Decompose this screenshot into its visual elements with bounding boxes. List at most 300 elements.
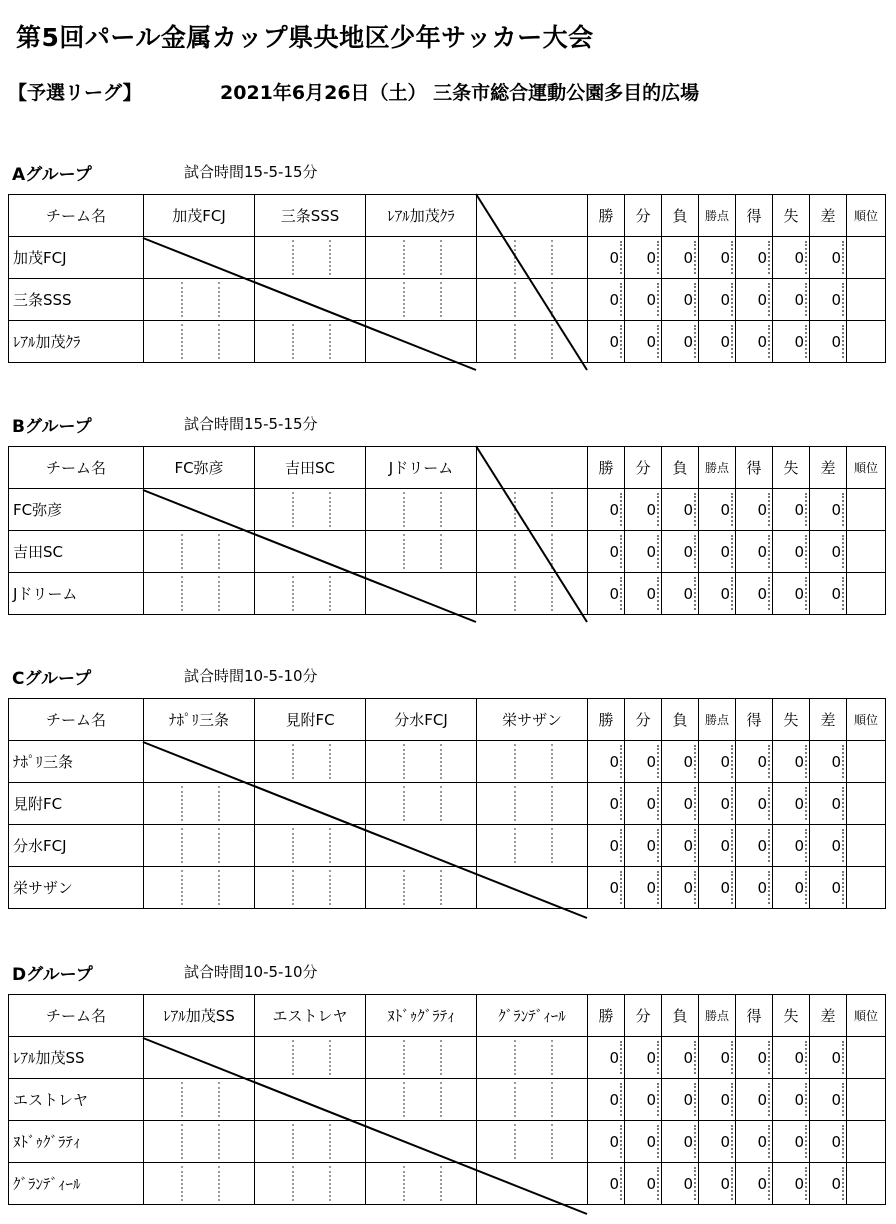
- score-divider: [292, 492, 294, 527]
- score-divider: [329, 576, 331, 611]
- stat-value: 0: [810, 1163, 847, 1205]
- score-divider: [551, 282, 553, 317]
- team-name-cell: ﾅﾎﾟﾘ三条: [9, 741, 144, 783]
- stat-value: 0: [588, 237, 625, 279]
- group-header: [8, 960, 884, 994]
- stat-header-draw: 分: [625, 995, 662, 1037]
- opponent-header: 見附FC: [255, 699, 366, 741]
- stat-value: 0: [625, 867, 662, 909]
- score-cell: [144, 741, 255, 783]
- score-divider: [551, 240, 553, 275]
- score-divider: [440, 1082, 442, 1117]
- rank-cell: [847, 1079, 886, 1121]
- score-cell: [477, 321, 588, 363]
- stat-header-diff: 差: [810, 447, 847, 489]
- stat-value: 0: [699, 321, 736, 363]
- stat-value: 0: [736, 1037, 773, 1079]
- league-table: [8, 994, 886, 1205]
- score-cell: [366, 1163, 477, 1205]
- score-divider: [514, 492, 516, 527]
- match-time: 試合時間10-5-10分: [184, 667, 318, 685]
- stat-header-goals_for: 得: [736, 699, 773, 741]
- stat-header-draw: 分: [625, 195, 662, 237]
- table-row: [9, 531, 886, 573]
- team-name-cell: FC弥彦: [9, 489, 144, 531]
- table-row: [9, 489, 886, 531]
- score-divider: [403, 492, 405, 527]
- score-divider: [440, 1040, 442, 1075]
- stat-value: 0: [625, 573, 662, 615]
- league-table: [8, 446, 886, 615]
- score-cell: [477, 867, 588, 909]
- opponent-header: Jドリーム: [366, 447, 477, 489]
- stat-value: 0: [662, 1121, 699, 1163]
- stat-header-rank: 順位: [847, 699, 886, 741]
- table-header-row: [9, 447, 886, 489]
- score-cell: [366, 1037, 477, 1079]
- stat-header-win: 勝: [588, 195, 625, 237]
- stat-value: 0: [810, 531, 847, 573]
- stat-header-win: 勝: [588, 995, 625, 1037]
- stat-value: 0: [588, 1121, 625, 1163]
- score-cell: [366, 237, 477, 279]
- score-cell: [255, 237, 366, 279]
- stat-header-diff: 差: [810, 195, 847, 237]
- stat-value: 0: [736, 1079, 773, 1121]
- group-name: Bグループ: [12, 417, 92, 437]
- team-name-cell: 加茂FCJ: [9, 237, 144, 279]
- score-cell: [477, 531, 588, 573]
- score-cell: [477, 573, 588, 615]
- score-divider: [440, 492, 442, 527]
- score-cell: [144, 1121, 255, 1163]
- group-section: [8, 960, 884, 1205]
- opponent-header: エストレヤ: [255, 995, 366, 1037]
- team-name-cell: ﾚｱﾙ加茂SS: [9, 1037, 144, 1079]
- score-divider: [514, 240, 516, 275]
- stat-value: 0: [699, 741, 736, 783]
- stat-value: 0: [588, 783, 625, 825]
- date-venue: 2021年6月26日（土） 三条市総合運動公園多目的広場: [220, 82, 700, 104]
- stat-header-goals_for: 得: [736, 195, 773, 237]
- stat-value: 0: [588, 867, 625, 909]
- opponent-header: ﾚｱﾙ加茂SS: [144, 995, 255, 1037]
- stat-value: 0: [588, 1079, 625, 1121]
- match-time: 試合時間15-5-15分: [184, 163, 318, 181]
- score-divider: [514, 282, 516, 317]
- table-header-row: [9, 699, 886, 741]
- stat-value: 0: [736, 1121, 773, 1163]
- score-divider: [218, 1124, 220, 1159]
- stat-header-points: 勝点: [699, 447, 736, 489]
- stat-header-draw: 分: [625, 447, 662, 489]
- stat-value: 0: [810, 1079, 847, 1121]
- score-divider: [218, 282, 220, 317]
- stat-value: 0: [699, 1037, 736, 1079]
- score-divider: [403, 240, 405, 275]
- table-row: [9, 573, 886, 615]
- stat-header-diff: 差: [810, 995, 847, 1037]
- stat-value: 0: [810, 489, 847, 531]
- stat-value: 0: [773, 1121, 810, 1163]
- score-divider: [181, 828, 183, 863]
- team-name-header: チーム名: [9, 995, 144, 1037]
- score-divider: [514, 534, 516, 569]
- score-divider: [514, 828, 516, 863]
- table-row: [9, 1079, 886, 1121]
- stat-value: 0: [810, 573, 847, 615]
- rank-cell: [847, 489, 886, 531]
- stat-value: 0: [810, 279, 847, 321]
- stat-value: 0: [773, 531, 810, 573]
- league-table: [8, 194, 886, 363]
- score-cell: [255, 279, 366, 321]
- score-divider: [292, 576, 294, 611]
- stat-value: 0: [588, 1037, 625, 1079]
- score-divider: [551, 828, 553, 863]
- score-divider: [551, 1040, 553, 1075]
- team-name-header: チーム名: [9, 699, 144, 741]
- score-divider: [403, 786, 405, 821]
- stat-header-loss: 負: [662, 995, 699, 1037]
- team-name-header: チーム名: [9, 195, 144, 237]
- score-cell: [366, 1079, 477, 1121]
- opponent-header: ﾅﾎﾟﾘ三条: [144, 699, 255, 741]
- team-name-cell: 見附FC: [9, 783, 144, 825]
- opponent-header: ｸﾞﾗﾝﾃﾞｨｰﾙ: [477, 995, 588, 1037]
- stat-value: 0: [773, 867, 810, 909]
- stat-value: 0: [736, 531, 773, 573]
- score-divider: [403, 1082, 405, 1117]
- score-divider: [181, 534, 183, 569]
- stat-header-loss: 負: [662, 195, 699, 237]
- opponent-header: 加茂FCJ: [144, 195, 255, 237]
- stat-header-loss: 負: [662, 447, 699, 489]
- rank-cell: [847, 1163, 886, 1205]
- score-divider: [329, 1166, 331, 1201]
- score-cell: [255, 825, 366, 867]
- stat-value: 0: [588, 279, 625, 321]
- rank-cell: [847, 531, 886, 573]
- score-divider: [514, 1040, 516, 1075]
- stat-value: 0: [773, 279, 810, 321]
- score-divider: [181, 870, 183, 905]
- table-row: [9, 1121, 886, 1163]
- score-divider: [292, 1166, 294, 1201]
- stat-header-loss: 負: [662, 699, 699, 741]
- stat-value: 0: [773, 489, 810, 531]
- score-cell: [366, 279, 477, 321]
- score-divider: [329, 1124, 331, 1159]
- score-divider: [551, 786, 553, 821]
- stat-header-goals_against: 失: [773, 447, 810, 489]
- stat-header-goals_for: 得: [736, 995, 773, 1037]
- score-divider: [292, 1124, 294, 1159]
- score-cell: [144, 321, 255, 363]
- league-table: [8, 698, 886, 909]
- stat-value: 0: [699, 783, 736, 825]
- score-divider: [292, 324, 294, 359]
- score-divider: [440, 534, 442, 569]
- stat-value: 0: [662, 741, 699, 783]
- stat-value: 0: [736, 489, 773, 531]
- stat-value: 0: [588, 573, 625, 615]
- group-header: [8, 664, 884, 698]
- stat-value: 0: [736, 279, 773, 321]
- stat-value: 0: [773, 1163, 810, 1205]
- stat-value: 0: [662, 321, 699, 363]
- section-heading: 【予選リーグ】: [8, 82, 142, 104]
- score-divider: [181, 576, 183, 611]
- score-divider: [218, 786, 220, 821]
- stat-value: 0: [662, 1079, 699, 1121]
- stat-value: 0: [810, 1121, 847, 1163]
- score-divider: [440, 240, 442, 275]
- score-divider: [514, 324, 516, 359]
- score-cell: [144, 1163, 255, 1205]
- table-row: [9, 783, 886, 825]
- score-divider: [181, 282, 183, 317]
- opponent-header: ﾇﾄﾞｩｸﾞﾗﾃｨ: [366, 995, 477, 1037]
- stat-value: 0: [625, 321, 662, 363]
- score-divider: [181, 324, 183, 359]
- group-header: [8, 160, 884, 194]
- score-divider: [403, 534, 405, 569]
- stat-value: 0: [662, 531, 699, 573]
- score-cell: [255, 867, 366, 909]
- score-divider: [218, 324, 220, 359]
- score-divider: [329, 828, 331, 863]
- stat-value: 0: [699, 867, 736, 909]
- score-divider: [440, 282, 442, 317]
- score-divider: [218, 870, 220, 905]
- score-divider: [218, 1082, 220, 1117]
- score-divider: [551, 1124, 553, 1159]
- stat-value: 0: [662, 1163, 699, 1205]
- opponent-header: 分水FCJ: [366, 699, 477, 741]
- score-cell: [144, 489, 255, 531]
- score-divider: [514, 744, 516, 779]
- score-divider: [329, 744, 331, 779]
- stat-value: 0: [699, 1121, 736, 1163]
- stat-value: 0: [588, 1163, 625, 1205]
- stat-value: 0: [736, 237, 773, 279]
- table-header-row: [9, 995, 886, 1037]
- score-cell: [477, 741, 588, 783]
- stat-header-win: 勝: [588, 699, 625, 741]
- score-divider: [514, 1124, 516, 1159]
- score-divider: [292, 1040, 294, 1075]
- stat-value: 0: [810, 1037, 847, 1079]
- stat-value: 0: [736, 1163, 773, 1205]
- stat-value: 0: [736, 783, 773, 825]
- stat-header-goals_against: 失: [773, 699, 810, 741]
- score-cell: [477, 1079, 588, 1121]
- stat-value: 0: [699, 825, 736, 867]
- stat-value: 0: [588, 825, 625, 867]
- group-name: Aグループ: [12, 165, 92, 185]
- stat-header-points: 勝点: [699, 699, 736, 741]
- stat-header-rank: 順位: [847, 995, 886, 1037]
- stat-value: 0: [662, 1037, 699, 1079]
- team-name-cell: 栄サザン: [9, 867, 144, 909]
- score-divider: [403, 870, 405, 905]
- stat-header-goals_for: 得: [736, 447, 773, 489]
- score-divider: [514, 576, 516, 611]
- score-cell: [366, 825, 477, 867]
- stat-value: 0: [699, 1163, 736, 1205]
- score-cell: [255, 741, 366, 783]
- stat-value: 0: [662, 573, 699, 615]
- score-divider: [329, 324, 331, 359]
- score-divider: [329, 870, 331, 905]
- score-divider: [403, 1040, 405, 1075]
- stat-value: 0: [625, 1037, 662, 1079]
- rank-cell: [847, 279, 886, 321]
- score-divider: [403, 744, 405, 779]
- stat-value: 0: [736, 321, 773, 363]
- opponent-header: 吉田SC: [255, 447, 366, 489]
- score-cell: [255, 489, 366, 531]
- match-time: 試合時間10-5-10分: [184, 963, 318, 981]
- score-cell: [144, 825, 255, 867]
- stat-value: 0: [773, 783, 810, 825]
- table-row: [9, 1037, 886, 1079]
- score-divider: [292, 870, 294, 905]
- score-cell: [144, 237, 255, 279]
- rank-cell: [847, 237, 886, 279]
- score-divider: [514, 786, 516, 821]
- score-cell: [477, 279, 588, 321]
- score-divider: [292, 240, 294, 275]
- rank-cell: [847, 1037, 886, 1079]
- rank-cell: [847, 741, 886, 783]
- stat-header-diff: 差: [810, 699, 847, 741]
- stat-value: 0: [625, 279, 662, 321]
- score-divider: [329, 1040, 331, 1075]
- stat-value: 0: [773, 1037, 810, 1079]
- stat-value: 0: [773, 573, 810, 615]
- score-divider: [181, 1082, 183, 1117]
- opponent-header: FC弥彦: [144, 447, 255, 489]
- group-section: [8, 664, 884, 909]
- table-header-row: [9, 195, 886, 237]
- score-cell: [255, 1163, 366, 1205]
- stat-value: 0: [699, 531, 736, 573]
- stat-value: 0: [810, 321, 847, 363]
- stat-value: 0: [625, 237, 662, 279]
- stat-value: 0: [810, 825, 847, 867]
- score-cell: [255, 1079, 366, 1121]
- stat-value: 0: [588, 489, 625, 531]
- table-row: [9, 741, 886, 783]
- stat-value: 0: [662, 237, 699, 279]
- table-row: [9, 279, 886, 321]
- stat-value: 0: [773, 825, 810, 867]
- opponent-header: ﾚｱﾙ加茂ｸﾗ: [366, 195, 477, 237]
- score-cell: [144, 867, 255, 909]
- stat-value: 0: [773, 237, 810, 279]
- stat-value: 0: [662, 825, 699, 867]
- table-row: [9, 321, 886, 363]
- score-divider: [218, 1166, 220, 1201]
- score-divider: [403, 1166, 405, 1201]
- team-name-cell: ｸﾞﾗﾝﾃﾞｨｰﾙ: [9, 1163, 144, 1205]
- stat-header-points: 勝点: [699, 995, 736, 1037]
- score-cell: [477, 1037, 588, 1079]
- stat-value: 0: [588, 321, 625, 363]
- rank-cell: [847, 321, 886, 363]
- score-divider: [292, 828, 294, 863]
- stat-value: 0: [625, 489, 662, 531]
- team-name-cell: エストレヤ: [9, 1079, 144, 1121]
- team-name-cell: 吉田SC: [9, 531, 144, 573]
- score-cell: [366, 531, 477, 573]
- rank-cell: [847, 783, 886, 825]
- score-divider: [218, 828, 220, 863]
- rank-cell: [847, 573, 886, 615]
- score-divider: [440, 786, 442, 821]
- stat-header-goals_against: 失: [773, 195, 810, 237]
- page-title: 第5回パール金属カップ県央地区少年サッカー大会: [16, 23, 594, 52]
- score-divider: [514, 1082, 516, 1117]
- stat-value: 0: [810, 783, 847, 825]
- stat-value: 0: [625, 825, 662, 867]
- stat-value: 0: [625, 741, 662, 783]
- score-divider: [551, 324, 553, 359]
- rank-cell: [847, 825, 886, 867]
- score-cell: [366, 1121, 477, 1163]
- score-divider: [551, 576, 553, 611]
- score-cell: [144, 1037, 255, 1079]
- stat-header-rank: 順位: [847, 447, 886, 489]
- stat-header-points: 勝点: [699, 195, 736, 237]
- score-cell: [366, 867, 477, 909]
- stat-value: 0: [810, 741, 847, 783]
- score-divider: [551, 534, 553, 569]
- group-section: [8, 412, 884, 615]
- stat-value: 0: [773, 1079, 810, 1121]
- team-name-header: チーム名: [9, 447, 144, 489]
- score-divider: [551, 492, 553, 527]
- score-divider: [440, 744, 442, 779]
- score-cell: [144, 1079, 255, 1121]
- stat-value: 0: [699, 279, 736, 321]
- score-divider: [292, 744, 294, 779]
- table-row: [9, 237, 886, 279]
- stat-value: 0: [773, 741, 810, 783]
- table-row: [9, 867, 886, 909]
- score-divider: [551, 1082, 553, 1117]
- group-name: Cグループ: [12, 669, 92, 689]
- score-divider: [440, 1166, 442, 1201]
- stat-value: 0: [773, 321, 810, 363]
- score-cell: [255, 573, 366, 615]
- stat-value: 0: [699, 1079, 736, 1121]
- rank-cell: [847, 1121, 886, 1163]
- team-name-cell: ﾚｱﾙ加茂ｸﾗ: [9, 321, 144, 363]
- score-divider: [440, 870, 442, 905]
- score-cell: [366, 573, 477, 615]
- score-divider: [329, 492, 331, 527]
- team-name-cell: ﾇﾄﾞｩｸﾞﾗﾃｨ: [9, 1121, 144, 1163]
- stat-value: 0: [810, 867, 847, 909]
- score-cell: [144, 279, 255, 321]
- team-name-cell: 分水FCJ: [9, 825, 144, 867]
- team-name-cell: Jドリーム: [9, 573, 144, 615]
- empty-header-cell: [477, 447, 588, 489]
- opponent-header: 栄サザン: [477, 699, 588, 741]
